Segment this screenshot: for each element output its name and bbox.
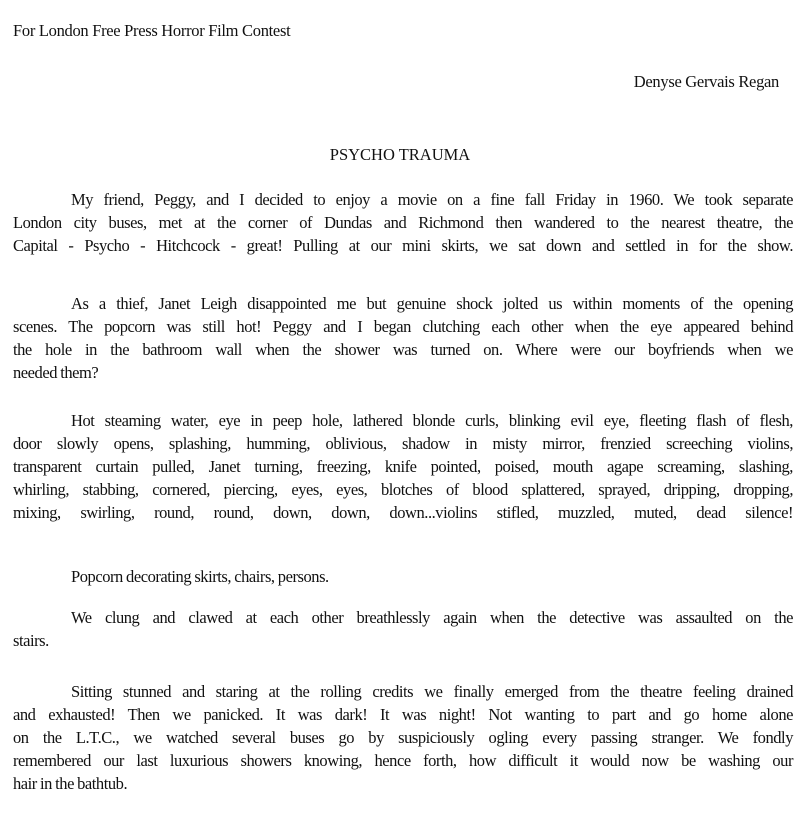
paragraph-line: scenes. The popcorn was still hot! Peggy and I began clutching each other when the eye appeared behind: [13, 317, 793, 336]
paragraph-line: Hot steaming water, eye in peep hole, lathered blonde curls, blinking evil eye, fleeting flash of flesh,: [71, 411, 793, 430]
story-title: PSYCHO TRAUMA: [329, 145, 471, 164]
paragraph-line: remembered our last luxurious showers knowing, hence forth, how difficult it would now be washing our: [13, 751, 793, 770]
paragraph-line: transparent curtain pulled, Janet turning, freezing, knife pointed, poised, mouth agape screaming, slashing,: [13, 457, 793, 476]
paragraph-line: Popcorn decorating skirts, chairs, persons.: [71, 567, 329, 586]
contest-heading: For London Free Press Horror Film Contest: [13, 21, 291, 40]
paragraph-line: My friend, Peggy, and I decided to enjoy a movie on a fine fall Friday in 1960. We took separate: [71, 190, 793, 209]
paragraph-line: needed them?: [13, 363, 99, 382]
paragraph-line: door slowly opens, splashing, humming, oblivious, shadow in misty mirror, frenzied screeching violins,: [13, 434, 793, 453]
paragraph-line: stairs.: [13, 631, 49, 650]
author-name: Denyse Gervais Regan: [633, 72, 779, 91]
paragraph-line: Capital - Psycho - Hitchcock - great! Pulling at our mini skirts, we sat down and settled in for the show.: [13, 236, 793, 255]
paragraph-2: [13, 292, 793, 384]
paragraph-1: [13, 188, 793, 257]
paragraph-line: Sitting stunned and staring at the rolling credits we finally emerged from the theatre feeling drained: [71, 682, 793, 701]
paragraph-6: [13, 680, 793, 795]
paragraph-line: mixing, swirling, round, round, down, down, down...violins stifled, muzzled, muted, dead silence!: [13, 503, 793, 522]
paragraph-line: We clung and clawed at each other breathlessly again when the detective was assaulted on the: [71, 608, 793, 627]
paragraph-line: London city buses, met at the corner of Dundas and Richmond then wandered to the nearest theatre, the: [13, 213, 793, 232]
paragraph-line: the hole in the bathroom wall when the shower was turned on. Where were our boyfriends when we: [13, 340, 793, 359]
paragraph-3: [13, 409, 793, 524]
paragraph-4: [13, 565, 793, 588]
paragraph-line: on the L.T.C., we watched several buses go by suspiciously ogling every passing stranger. We fondly: [13, 728, 793, 747]
paragraph-5: [13, 606, 793, 652]
paragraph-line: As a thief, Janet Leigh disappointed me but genuine shock jolted us within moments of the opening: [71, 294, 793, 313]
paragraph-line: and exhausted! Then we panicked. It was dark! It was night! Not wanting to part and go home alone: [13, 705, 793, 724]
paragraph-line: whirling, stabbing, cornered, piercing, eyes, eyes, blotches of blood splattered, sprayed, dripping, dropping,: [13, 480, 793, 499]
paragraph-line: hair in the bathtub.: [13, 774, 128, 793]
